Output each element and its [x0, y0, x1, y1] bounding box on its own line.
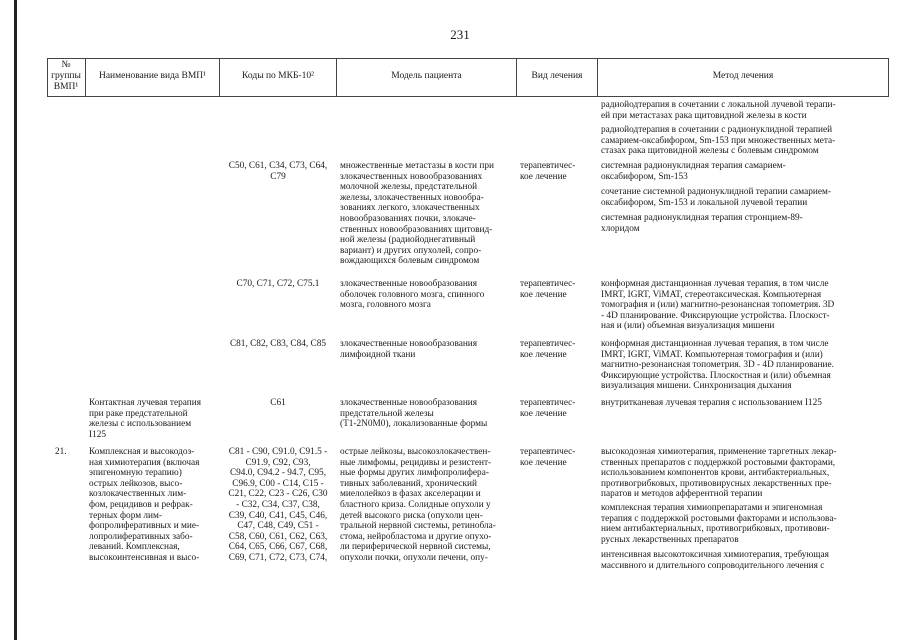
header-patient-model: Модель пациента [391, 71, 462, 81]
table-header-bottom-border [47, 96, 889, 97]
header-icd-codes: Коды по МКБ-10² [242, 71, 314, 81]
treatment-type-cell: терапевтичес- кое лечение [520, 398, 576, 419]
patient-model-cell: острые лейкозы, высокозлокачествен- ные лимфомы, рецидивы и резистент- ные формы других лимфопролифера- тивных заболеваний, хронический миелолейкоз в фазах акселерации и бластного криза. Солидные опухоли у детей высокого риска (опухоли цен- тральной нервной системы, ретинобла- стома, нейробластома и другие опухо- ли периферической нервной системы, опухоли почки, опухоли печени, опу- [340, 447, 496, 563]
treatment-method-text: конформная дистанционная лучевая терапия, в том числе IMRT, IGRT, ViMAT. Компьютерная томография и (или) магнитно-резонансная топометрия. 3D - 4D планирование. Фиксирующие устройства. Плоскостная и (или) объемная визуализация мишени. Синхронизация дыхания [601, 339, 834, 392]
patient-model-cell: злокачественные новообразования предстательной железы (T1-2N0M0), локализованные формы [340, 398, 488, 430]
vmp-name-cell: Контактная лучевая терапия при раке предстательной железы с использованием I125 [89, 398, 201, 440]
patient-model-cell: злокачественные новообразования лимфоидной ткани [340, 339, 478, 360]
treatment-method-text: высокодозная химиотерапия, применение таргетных лекар- ственных препаратов с поддержкой ростовыми факторами, использованием компонентов крови, антибактериальных, противогрибковых, противовирусных лекарственных пре- паратов и методов афферентной терапии [601, 447, 837, 500]
header-group-number: № группы ВМП¹ [51, 60, 81, 92]
icd-codes-cell: C61 [270, 398, 286, 408]
treatment-method-text: системная радионуклидная терапия самарием- оксабифором, Sm-153 [601, 161, 786, 182]
icd-codes-cell: C50, C61, C34, C73, C64, C79 [228, 161, 328, 182]
treatment-method-text: конформная дистанционная лучевая терапия, в том числе IMRT, IGRT, ViMAT, стереотаксическая. Компьютерная томография и (или) магнитно-резонансная топометрия. 3D - 4D планирование. Фиксирующие устройства. Плоскост- ная и (или) объемная визуализация мишени [601, 279, 835, 332]
table-top-border [47, 58, 889, 59]
page-edge-line [14, 0, 17, 640]
treatment-method-text: системная радионуклидная терапия стронцием-89- хлоридом [601, 213, 803, 234]
treatment-method-text: сочетание системной радионуклидной терапии самарием- оксабифором, Sm-153 и локальной лучевой терапии [601, 187, 831, 208]
column-divider [888, 58, 889, 97]
icd-codes-cell: C81, C82, C83, C84, C85 [229, 339, 327, 349]
treatment-method-text: радиойодтерапия в сочетании с радионуклидной терапией самарием-оксабифором, Sm-153 при множественных мета- стазах рака щитовидной железы с болевым синдромом [601, 125, 836, 157]
treatment-type-cell: терапевтичес- кое лечение [520, 161, 576, 182]
treatment-method-text: внутритканевая лучевая терапия с использованием I125 [601, 398, 822, 408]
icd-codes-cell: C70, C71, C72, C75.1 [236, 279, 320, 289]
patient-model-cell: злокачественные новообразования оболочек головного мозга, спинного мозга, головного мозга [340, 279, 485, 311]
icd-codes-cell: C81 - C90, C91.0, C91.5 - C91.9, C92, C93, C94.0, C94.2 - 94.7, C95, C96.9, C00 - C14, C15 - C21, C22, C23 - C26, C30 - C32, C34, C37, C38, C39, C40, C41, C45, C46, C47, C48, C49, C51 - C58, C60, C61, C62, C63, C64, C65, C66, C67, C68, C69, C71, C72, C73, C74, [228, 447, 328, 563]
treatment-type-cell: терапевтичес- кое лечение [520, 339, 576, 360]
vmp-name-cell: Комплексная и высокодоз- ная химиотерапия (включая эпигеномную терапию) острых лейкозов, высо- козлокачественных лим- фом, рецидивов и рефрак- терных форм лим- фопролиферативных и мие- лопролиферативных забо- леваний. Комплексная, высокоинтенсивная и высо- [89, 447, 200, 563]
treatment-method-text: комплексная терапия химиопрепаратами и эпигеномная терапия с поддержкой ростовыми факторами и использова- нием антибактериальных, противогрибковых, противови- русных лекарственных препаратов [601, 503, 837, 545]
treatment-method-text: интенсивная высокотоксичная химиотерапия, требующая массивного и длительного сопроводительного лечения с [601, 550, 829, 571]
group-number-cell: 21. [55, 447, 67, 457]
header-treatment-type: Вид лечения [531, 71, 583, 81]
treatment-type-cell: терапевтичес- кое лечение [520, 279, 576, 300]
header-treatment-method: Метод лечения [712, 71, 774, 81]
header-vmp-name: Наименование вида ВМП¹ [98, 71, 207, 81]
treatment-type-cell: терапевтичес- кое лечение [520, 447, 576, 468]
page-number: 231 [450, 27, 470, 42]
patient-model-cell: множественные метастазы в кости при злокачественных новообразованиях молочной железы, предстательной железы, злокачественных новообра- зованиях легкого, злокачественных новообразованиях почки, злокаче- ственных новообразованиях щитовид- ной железы (радиойоднегативный вариант) и других опухолей, сопро- вождающихся болевым синдромом [340, 161, 494, 267]
treatment-method-text: радиойодтерапия в сочетании с локальной лучевой терапи- ей при метастазах рака щитовидной железы в кости [601, 100, 836, 121]
